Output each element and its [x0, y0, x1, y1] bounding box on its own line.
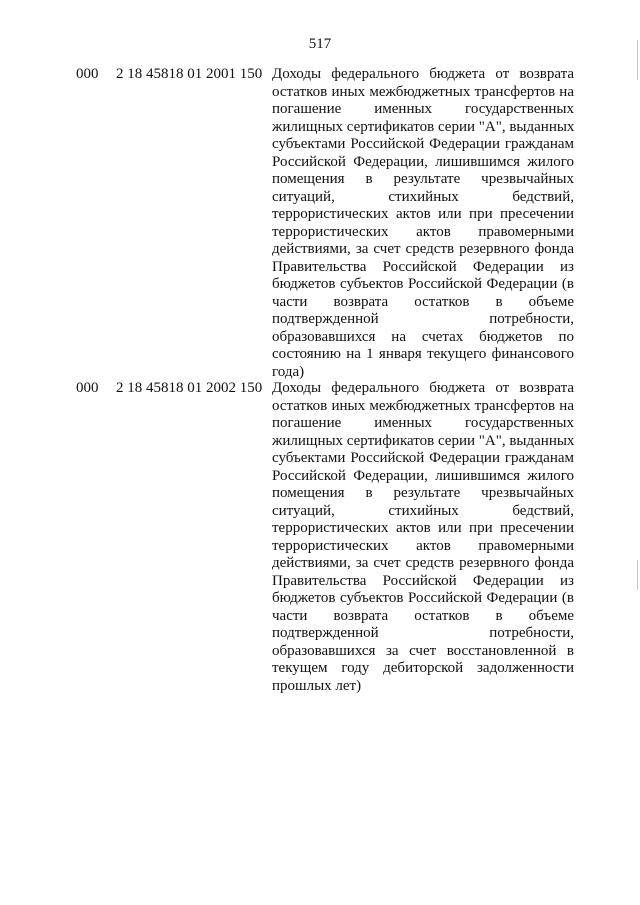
description-line: террористических актов правомерными — [272, 223, 574, 240]
description-line: жилищных сертификатов серии "А", выданных — [272, 118, 575, 135]
description-line: ситуаций, стихийных бедствий, — [272, 502, 574, 519]
description-line: образовавшихся на счетах бюджетов по — [272, 328, 574, 345]
description-line: остатков иных межбюджетных трансфертов на — [272, 83, 574, 100]
description-line: действиями, за счет средств резервного фонда — [272, 241, 574, 257]
description-line: Доходы федерального бюджета от возврата — [272, 66, 574, 82]
scan-edge-mark — [637, 40, 638, 80]
admin-code: 000 — [76, 380, 99, 396]
description-line: Российской Федерации, лишившимся жилого — [272, 467, 574, 484]
description-line: подтвержденной потребности, — [272, 625, 574, 641]
description-line: подтвержденной потребности, — [272, 311, 574, 327]
description-line: помещения в результате чрезвычайных — [272, 485, 574, 501]
description-line: прошлых лет) — [272, 677, 362, 694]
description-line: бюджетов субъектов Российской Федерации (в — [272, 590, 574, 606]
description-line: ситуаций, стихийных бедствий, — [272, 188, 574, 205]
description-line: Правительства Российской Федерации из — [272, 258, 574, 275]
description-line: субъектами Российской Федерации гражданам — [272, 136, 574, 152]
budget-classification-code: 2 18 45818 01 2002 150 — [116, 380, 263, 396]
description-line: погашение именных государственных — [272, 415, 574, 431]
description-line: года) — [272, 363, 305, 380]
description-line: бюджетов субъектов Российской Федерации (в — [272, 276, 574, 292]
admin-code: 000 — [76, 66, 99, 82]
description-line: текущем году дебиторской задолженности — [272, 660, 574, 676]
scan-edge-mark — [637, 560, 638, 590]
description-line: субъектами Российской Федерации гражданам — [272, 450, 574, 466]
budget-classification-code: 2 18 45818 01 2001 150 — [116, 66, 263, 82]
entry-description — [272, 380, 574, 695]
description-line: Правительства Российской Федерации из — [272, 572, 574, 589]
description-line: Российской Федерации, лишившимся жилого — [272, 153, 574, 170]
description-line: части возврата остатков в объеме — [272, 293, 574, 310]
page-number: 517 — [308, 36, 332, 52]
description-line: состоянию на 1 января текущего финансового — [272, 346, 574, 362]
description-line: Доходы федерального бюджета от возврата — [272, 380, 574, 396]
description-line: жилищных сертификатов серии "А", выданных — [272, 432, 575, 449]
entry-description — [272, 66, 574, 381]
description-line: образовавшихся за счет восстановленной в — [272, 642, 574, 659]
description-line: помещения в результате чрезвычайных — [272, 171, 574, 187]
description-line: террористических актов правомерными — [272, 537, 574, 554]
description-line: террористических актов или при пресечении — [272, 520, 574, 536]
description-line: действиями, за счет средств резервного фонда — [272, 555, 574, 571]
description-line: погашение именных государственных — [272, 101, 574, 117]
description-line: террористических актов или при пресечении — [272, 206, 574, 222]
description-line: остатков иных межбюджетных трансфертов на — [272, 397, 574, 414]
description-line: части возврата остатков в объеме — [272, 607, 574, 624]
